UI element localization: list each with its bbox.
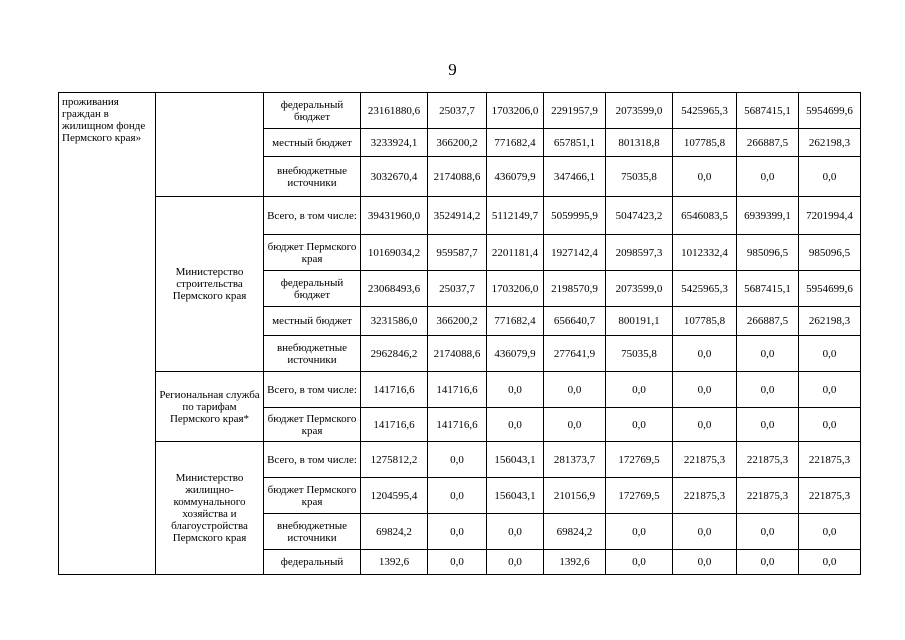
- program-label: проживания граждан в жилищном фонде Пермского края»: [59, 93, 156, 575]
- value-cell: 5687415,1: [737, 93, 799, 129]
- value-cell: 366200,2: [428, 307, 487, 336]
- value-cell: 0,0: [428, 514, 487, 550]
- value-cell: 25037,7: [428, 271, 487, 307]
- value-cell: 657851,1: [544, 129, 606, 157]
- value-cell: 0,0: [428, 478, 487, 514]
- funding-source-cell: бюджет Пермского края: [264, 408, 361, 442]
- value-cell: 5112149,7: [487, 197, 544, 235]
- value-cell: 262198,3: [799, 307, 861, 336]
- value-cell: 3032670,4: [361, 157, 428, 197]
- value-cell: 5687415,1: [737, 271, 799, 307]
- value-cell: 0,0: [606, 408, 673, 442]
- value-cell: 0,0: [606, 372, 673, 408]
- value-cell: 69824,2: [544, 514, 606, 550]
- value-cell: 0,0: [673, 408, 737, 442]
- value-cell: 1392,6: [544, 550, 606, 575]
- funding-source-cell: Всего, в том числе:: [264, 197, 361, 235]
- value-cell: 0,0: [799, 408, 861, 442]
- value-cell: 0,0: [487, 550, 544, 575]
- value-cell: 221875,3: [673, 478, 737, 514]
- value-cell: 141716,6: [361, 408, 428, 442]
- value-cell: 1204595,4: [361, 478, 428, 514]
- value-cell: 2073599,0: [606, 93, 673, 129]
- value-cell: 0,0: [487, 408, 544, 442]
- value-cell: 0,0: [606, 514, 673, 550]
- value-cell: 277641,9: [544, 336, 606, 372]
- value-cell: 436079,9: [487, 157, 544, 197]
- funding-source-cell: Всего, в том числе:: [264, 442, 361, 478]
- value-cell: 0,0: [737, 372, 799, 408]
- value-cell: 221875,3: [799, 442, 861, 478]
- value-cell: 2198570,9: [544, 271, 606, 307]
- value-cell: 266887,5: [737, 129, 799, 157]
- value-cell: 1703206,0: [487, 93, 544, 129]
- table-row: [59, 197, 861, 235]
- value-cell: 985096,5: [799, 235, 861, 271]
- funding-source-cell: бюджет Пермского края: [264, 235, 361, 271]
- value-cell: 156043,1: [487, 442, 544, 478]
- value-cell: 221875,3: [799, 478, 861, 514]
- table-row: [59, 93, 861, 129]
- value-cell: 172769,5: [606, 442, 673, 478]
- value-cell: 0,0: [737, 550, 799, 575]
- value-cell: 0,0: [487, 372, 544, 408]
- value-cell: 141716,6: [361, 372, 428, 408]
- value-cell: 0,0: [606, 550, 673, 575]
- funding-source-cell: внебюджетные источники: [264, 336, 361, 372]
- value-cell: 23068493,6: [361, 271, 428, 307]
- value-cell: 3524914,2: [428, 197, 487, 235]
- value-cell: 347466,1: [544, 157, 606, 197]
- value-cell: 0,0: [673, 550, 737, 575]
- value-cell: 656640,7: [544, 307, 606, 336]
- value-cell: 959587,7: [428, 235, 487, 271]
- value-cell: 69824,2: [361, 514, 428, 550]
- table-row: [59, 372, 861, 408]
- value-cell: 39431960,0: [361, 197, 428, 235]
- value-cell: 771682,4: [487, 307, 544, 336]
- funding-source-cell: бюджет Пермского края: [264, 478, 361, 514]
- value-cell: 2073599,0: [606, 271, 673, 307]
- value-cell: 0,0: [544, 408, 606, 442]
- value-cell: 141716,6: [428, 408, 487, 442]
- value-cell: 7201994,4: [799, 197, 861, 235]
- value-cell: 0,0: [737, 336, 799, 372]
- executor-cell: [156, 93, 264, 197]
- value-cell: 5954699,6: [799, 93, 861, 129]
- value-cell: 10169034,2: [361, 235, 428, 271]
- value-cell: 2201181,4: [487, 235, 544, 271]
- value-cell: 0,0: [799, 550, 861, 575]
- value-cell: 0,0: [544, 372, 606, 408]
- value-cell: 2962846,2: [361, 336, 428, 372]
- value-cell: 800191,1: [606, 307, 673, 336]
- value-cell: 281373,7: [544, 442, 606, 478]
- value-cell: 0,0: [673, 372, 737, 408]
- value-cell: 221875,3: [673, 442, 737, 478]
- value-cell: 141716,6: [428, 372, 487, 408]
- value-cell: 266887,5: [737, 307, 799, 336]
- value-cell: 210156,9: [544, 478, 606, 514]
- value-cell: 801318,8: [606, 129, 673, 157]
- value-cell: 5954699,6: [799, 271, 861, 307]
- value-cell: 6546083,5: [673, 197, 737, 235]
- page-number: 9: [448, 60, 457, 79]
- value-cell: 0,0: [799, 372, 861, 408]
- value-cell: 2174088,6: [428, 336, 487, 372]
- value-cell: 0,0: [799, 157, 861, 197]
- value-cell: 1927142,4: [544, 235, 606, 271]
- value-cell: 221875,3: [737, 442, 799, 478]
- value-cell: 0,0: [673, 514, 737, 550]
- value-cell: 771682,4: [487, 129, 544, 157]
- value-cell: 5059995,9: [544, 197, 606, 235]
- value-cell: 107785,8: [673, 129, 737, 157]
- value-cell: 0,0: [737, 157, 799, 197]
- value-cell: 2098597,3: [606, 235, 673, 271]
- value-cell: 5047423,2: [606, 197, 673, 235]
- funding-source-cell: федеральный: [264, 550, 361, 575]
- value-cell: 5425965,3: [673, 271, 737, 307]
- executor-cell: Региональная служба по тарифам Пермского края*: [156, 372, 264, 442]
- value-cell: 366200,2: [428, 129, 487, 157]
- value-cell: 25037,7: [428, 93, 487, 129]
- value-cell: 0,0: [673, 157, 737, 197]
- value-cell: 0,0: [799, 336, 861, 372]
- value-cell: 3231586,0: [361, 307, 428, 336]
- funding-source-cell: внебюджетные источники: [264, 514, 361, 550]
- financing-table: [58, 92, 861, 575]
- value-cell: 2174088,6: [428, 157, 487, 197]
- value-cell: 75035,8: [606, 157, 673, 197]
- value-cell: 2291957,9: [544, 93, 606, 129]
- value-cell: 0,0: [487, 514, 544, 550]
- executor-cell: Министерство жилищно-коммунального хозяйства и благоустройства Пермского края: [156, 442, 264, 575]
- value-cell: 75035,8: [606, 336, 673, 372]
- value-cell: 0,0: [737, 514, 799, 550]
- value-cell: 262198,3: [799, 129, 861, 157]
- value-cell: 156043,1: [487, 478, 544, 514]
- funding-source-cell: федеральный бюджет: [264, 93, 361, 129]
- value-cell: 0,0: [673, 336, 737, 372]
- funding-source-cell: местный бюджет: [264, 307, 361, 336]
- value-cell: 1392,6: [361, 550, 428, 575]
- table-row: [59, 442, 861, 478]
- executor-cell: Министерство строительства Пермского края: [156, 197, 264, 372]
- value-cell: 221875,3: [737, 478, 799, 514]
- value-cell: 107785,8: [673, 307, 737, 336]
- funding-source-cell: Всего, в том числе:: [264, 372, 361, 408]
- value-cell: 6939399,1: [737, 197, 799, 235]
- value-cell: 5425965,3: [673, 93, 737, 129]
- value-cell: 3233924,1: [361, 129, 428, 157]
- value-cell: 0,0: [428, 442, 487, 478]
- value-cell: 985096,5: [737, 235, 799, 271]
- value-cell: 0,0: [799, 514, 861, 550]
- funding-source-cell: местный бюджет: [264, 129, 361, 157]
- funding-source-cell: внебюджетные источники: [264, 157, 361, 197]
- value-cell: 23161880,6: [361, 93, 428, 129]
- value-cell: 1703206,0: [487, 271, 544, 307]
- value-cell: 0,0: [737, 408, 799, 442]
- value-cell: 1012332,4: [673, 235, 737, 271]
- value-cell: 436079,9: [487, 336, 544, 372]
- value-cell: 172769,5: [606, 478, 673, 514]
- value-cell: 0,0: [428, 550, 487, 575]
- value-cell: 1275812,2: [361, 442, 428, 478]
- funding-source-cell: федеральный бюджет: [264, 271, 361, 307]
